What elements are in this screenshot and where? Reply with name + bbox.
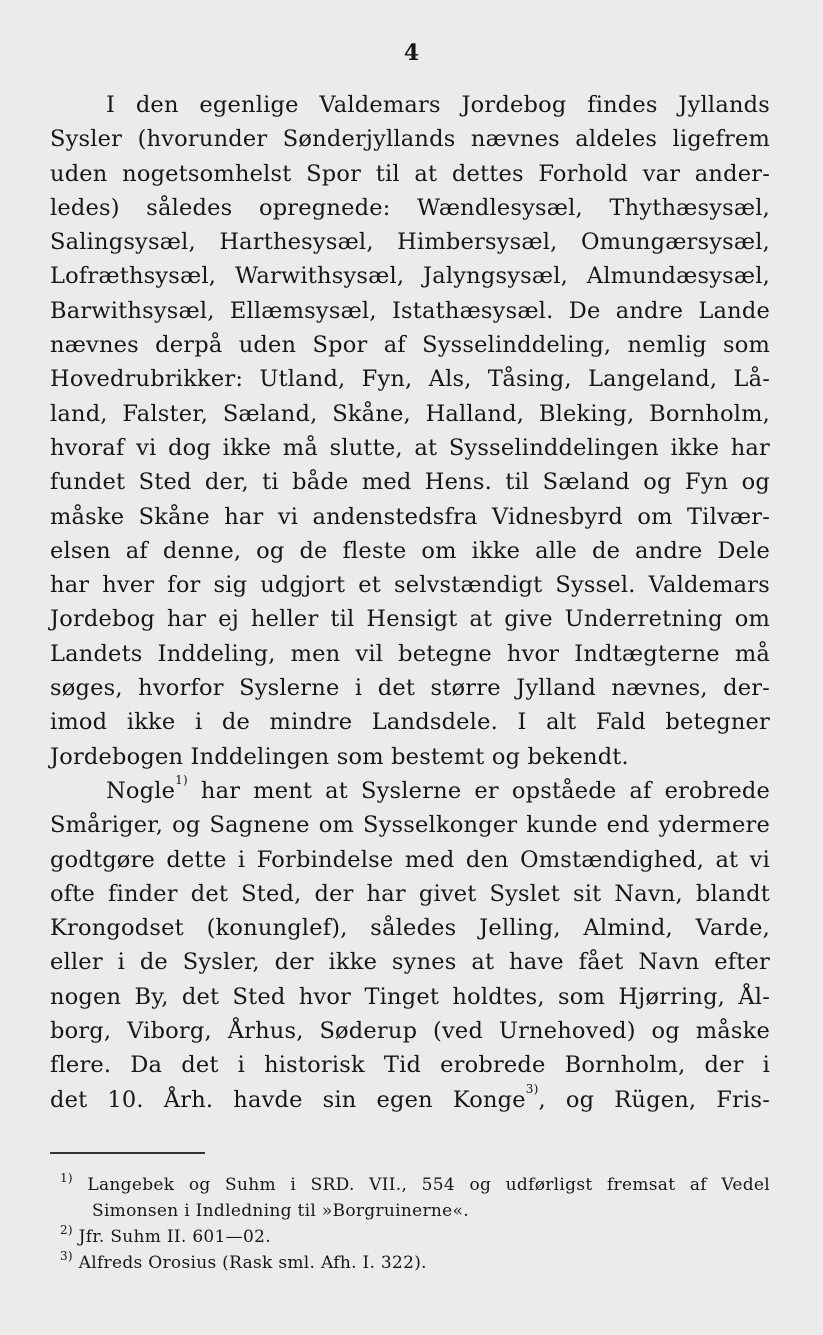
text-segment: , og Rügen, Fris- xyxy=(538,1086,770,1113)
text-line: ofte finder det Sted, der har givet Syslet sit Navn, blandt xyxy=(50,880,770,907)
footnote-marker: 3) xyxy=(60,1249,73,1263)
text-line: flere. Da det i historisk Tid erobrede Bornholm, der i xyxy=(50,1052,770,1079)
footnote-text: Langebek og Suhm i SRD. VII., 554 og udførligst fremsat af Vedel xyxy=(87,1175,770,1195)
text-line: godtgøre dette i Forbindelse med den Omstændighed, at vi xyxy=(50,846,770,873)
text-line: elsen af denne, og de fleste om ikke alle de andre Dele xyxy=(50,537,770,564)
footnote-divider xyxy=(50,1152,205,1154)
text-line: hvoraf vi dog ikke må slutte, at Sysselinddelingen ikke har xyxy=(50,434,770,461)
text-line: uden nogetsomhelst Spor til at dettes Forhold var ander- xyxy=(50,160,770,187)
text-line: nogen By, det Sted hvor Tinget holdtes, som Hjørring, Ål- xyxy=(50,983,770,1010)
footnote-3 xyxy=(60,1250,770,1276)
text-line: Barwithsysæl, Ellæmsysæl, Istathæsysæl. De andre Lande xyxy=(50,297,770,324)
text-line: land, Falster, Sæland, Skåne, Halland, Bleking, Bornholm, xyxy=(50,400,770,427)
text-line: Jordebogen Inddelingen som bestemt og bekendt. xyxy=(50,743,629,770)
footnote-text: Jfr. Suhm II. 601—02. xyxy=(78,1227,271,1247)
page-number: 4 xyxy=(403,40,420,66)
footnotes xyxy=(60,1172,770,1276)
text-line: søges, hvorfor Syslerne i det større Jylland nævnes, der- xyxy=(50,675,770,702)
footnote-marker: 2) xyxy=(60,1223,73,1237)
footnote-ref: 3) xyxy=(525,1081,539,1096)
text-line: Landets Inddeling, men vil betegne hvor Indtægterne må xyxy=(50,640,770,667)
text-line: Småriger, og Sagnene om Sysselkonger kunde end ydermere xyxy=(50,812,770,839)
text-line: Krongodset (konunglef), således Jelling, Almind, Varde, xyxy=(50,915,770,942)
text-line: eller i de Sysler, der ikke synes at have fået Navn efter xyxy=(50,949,770,976)
text-line: nævnes derpå uden Spor af Sysselinddeling, nemlig som xyxy=(50,332,770,359)
body-text xyxy=(50,88,770,1117)
footnote-text: Alfreds Orosius (Rask sml. Afh. I. 322). xyxy=(78,1253,427,1273)
text-segment: Nogle xyxy=(106,777,176,804)
text-line: borg, Viborg, Århus, Søderup (ved Urnehoved) og måske xyxy=(50,1018,770,1045)
text-line: Lofræthsysæl, Warwithsysæl, Jalyngsysæl, Almundæsysæl, xyxy=(50,263,770,290)
text-line: Salingsysæl, Harthesysæl, Himbersysæl, Omungærsysæl, xyxy=(50,229,770,256)
text-line-with-note-ref xyxy=(50,1083,770,1117)
text-line: måske Skåne har vi andenstedsfra Vidnesbyrd om Tilvær- xyxy=(50,503,770,530)
text-line: imod ikke i de mindre Landsdele. I alt Fald betegner xyxy=(50,709,770,736)
text-line-with-note-ref xyxy=(50,774,770,808)
footnote-2 xyxy=(60,1224,770,1250)
text-line: fundet Sted der, ti både med Hens. til Sæland og Fyn og xyxy=(50,469,770,496)
text-segment: har ment at Syslerne er opståede af erobrede xyxy=(187,777,770,804)
text-line: ledes) således opregnede: Wændlesysæl, Thythæsysæl, xyxy=(50,194,770,221)
footnote-ref: 1) xyxy=(175,772,188,787)
text-line: I den egenlige Valdemars Jordebog findes Jyllands xyxy=(106,92,770,118)
text-line: Jordebog har ej heller til Hensigt at give Underretning om xyxy=(50,606,770,633)
text-line: har hver for sig udgjort et selvstændigt Syssel. Valdemars xyxy=(50,572,770,599)
text-line: Hovedrubrikker: Utland, Fyn, Als, Tåsing, Langeland, Lå- xyxy=(50,366,770,393)
text-line: Sysler (hvorunder Sønderjyllands nævnes aldeles ligefrem xyxy=(50,126,770,153)
text-segment: det 10. Årh. havde sin egen Konge xyxy=(50,1086,526,1113)
footnote-1 xyxy=(60,1172,770,1198)
footnote-marker: 1) xyxy=(60,1171,73,1185)
footnote-1-continuation: Simonsen i Indledning til »Borgruinerne«. xyxy=(92,1201,469,1221)
